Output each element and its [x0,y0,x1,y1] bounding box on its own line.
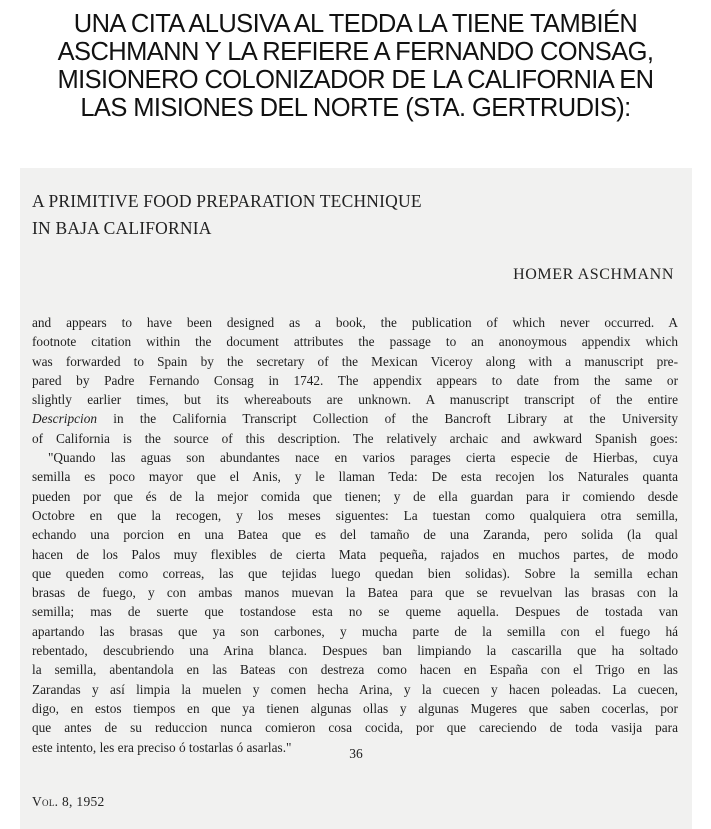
body-line: pared by Padre Fernando Consag in 1742. The appendix appears to date from the same or [32,372,678,388]
body-line: footnote citation within the document attributes the passage to an anonoymous appendix which [32,334,678,350]
article-body [32,313,678,757]
quote-line: que queden como correas, las que tejidas luego quedan bien solidas). Sobre la semilla echan [32,565,678,581]
quote-line: digo, en estos tiempos en que ya tienen algunas ollas y algunas Mugeres que saben cocerlas, por [32,700,678,716]
quote-line: Octobre en que la recogen, y los meses siguentes: La tuestan como qualquiera otra semilla, [32,507,678,523]
body-line: and appears to have been designed as a book, the publication of which never occurred. A [32,315,678,330]
caption-heading [0,10,711,122]
caption-line: UNA CITA ALUSIVA AL TEDDA LA TIENE TAMBIÉN [73,10,638,38]
quote-line: la semilla, abentandola en las Bateas con destreza como hacen en España con el Trigo en las [32,662,678,678]
body-line [32,409,678,428]
body-line: slightly earlier times, but its whereabouts are unknown. A manuscript transcript of the entire [32,392,678,408]
article-author: HOMER ASCHMANN [513,266,674,283]
body-line-rest: in the California Transcript Collection of the Bancroft Library at the University [97,411,678,427]
italic-title: Descripcion [32,411,97,427]
quote-line: semilla es poco mayor que el Anis, y le llaman Teda: De esta recojen los Naturales quanta [32,469,678,485]
caption-line: MISIONERO COLONIZADOR DE LA CALIFORNIA EN [57,66,654,94]
page-number: 36 [349,746,363,761]
quote-line: brasas de fuego, y con ambas manos muevan la Batea para que se revuelvan las brasas con la [32,585,678,601]
quote-line: apartando las brasas que ya son carbones, y mucha parte de la semilla con el fuego há [32,623,678,639]
article-title [32,188,422,242]
quote-line: "Quando las aguas son abundantes nace en varios parages cierta especie de Hierbas, cuya [48,450,678,466]
article-title-line: A PRIMITIVE FOOD PREPARATION TECHNIQUE [32,191,422,211]
volume-rest: . 8, 1952 [54,794,105,809]
scanned-page [20,168,692,829]
body-line: was forwarded to Spain by the secretary of the Mexican Viceroy along with a manuscript pre- [32,353,678,369]
quote-line: que antes de su reduccion nunca comieron cosa cocida, por que careciendo de toda vasija para [32,720,678,736]
caption-line: LAS MISIONES DEL NORTE (STA. GERTRUDIS): [80,94,631,122]
quote-line: semilla; mas de suerte que tostandose esta no se queme aquella. Despues de tostada van [32,604,678,620]
quote-line: rebentado, descubriendo una Arina blanca. Despues ban limpiando la cascarilla que ha soltado [32,643,678,659]
article-title-line: IN BAJA CALIFORNIA [32,218,212,238]
quote-line: hacen de los Palos muy flexibles de cierta Mata pequeña, rajados en muchos partes, de modo [32,546,678,562]
volume-info [32,794,105,810]
body-line: of California is the source of this description. The relatively archaic and awkward Spanish goes: [32,430,678,446]
quote-line: pueden por que és de la mejor comida que tienen; y de ella guardan para ir comiendo desde [32,488,678,504]
caption-line: ASCHMANN Y LA REFIERE A FERNANDO CONSAG, [57,38,654,66]
quote-line: Zarandas y así limpia la muelen y comen hecha Arina, y la cuecen y hacen poleadas. La cuecen, [32,681,678,697]
volume-prefix: Vol [32,794,55,809]
quote-line: echando una porcion en una Batea que es del tamaño de una Zaranda, pero solida (la qual [32,527,678,543]
quote-line: este intento, les era preciso ó tostarlas ó asarlas." [32,739,292,755]
